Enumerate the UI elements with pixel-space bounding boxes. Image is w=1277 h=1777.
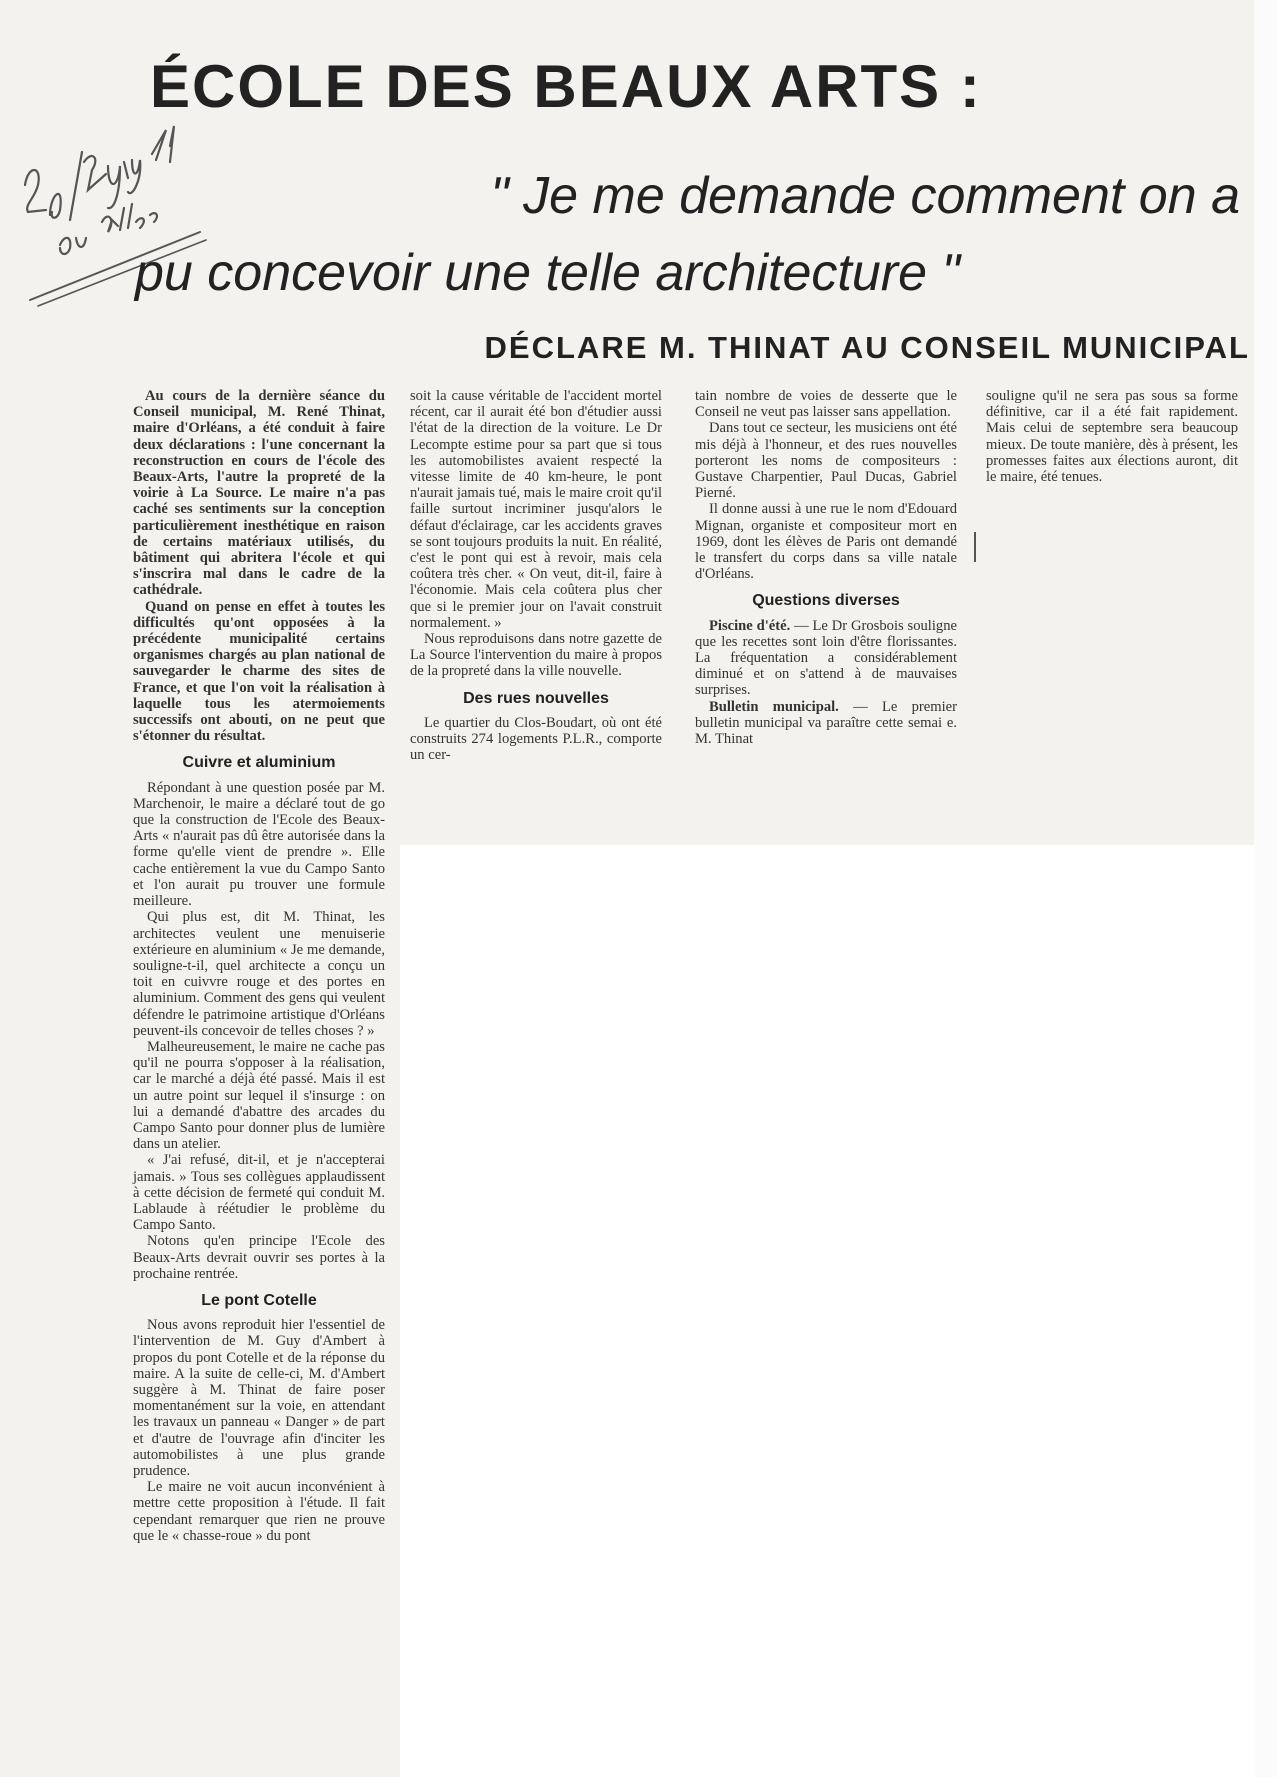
paragraph: Malheureusement, le maire ne cache pas qu'il ne pourra s'opposer à la réalisation, car le marché a déjà été passé. Mais il est un autre point sur lequel il s'insurge : on lui a demandé d'abattre des arcades du Campo Santo pour donner plus de lumière dans un atelier.	[133, 1038, 385, 1153]
section-heading-pont: Le pont Cotelle	[201, 1291, 317, 1309]
paragraph-label: Bulletin municipal.	[709, 698, 839, 715]
section-heading-questions: Questions diverses	[752, 592, 900, 610]
paragraph-piscine	[695, 618, 957, 699]
paragraph: tain nombre de voies de desserte que le Conseil ne veut pas laisser sans appellation.	[695, 388, 957, 421]
paragraph: Le maire ne voit aucun inconvénient à mettre cette proposition à l'étude. Il fait cependant remarquer que rien ne prouve que le « chasse-roue » du pont	[133, 1479, 385, 1544]
paper-edge	[1254, 0, 1277, 1777]
paragraph: Il donne aussi à une rue le nom d'Edouard Mignan, organiste et compositeur mort en 1969, dont les élèves de Paris ont demandé le transfert du corps dans sa ville natale d'Orléans.	[695, 501, 957, 583]
section-heading-cuivre: Cuivre et aluminium	[182, 754, 336, 772]
paragraph: Nous reproduisons dans notre gazette de La Source l'intervention du maire à propos de la propreté dans la ville nouvelle.	[410, 631, 662, 680]
paragraph: Qui plus est, dit M. Thinat, les architectes veulent une menuiserie extérieure en aluminium « Je me demande, souligne-t-il, quel architecte a conçu un toit en cuivvre rouge et des portes en aluminium. Comment des gens qui veulent défendre le patrimoine artistique d'Orléans peuvent-ils concevoir de telles choses ? »	[133, 909, 385, 1039]
paragraph: soit la cause véritable de l'accident mortel récent, car il aurait été bon d'étudier aussi l'état de la direction de la voiture. Le Dr Lecompte estime pour sa part que si tous les automobilistes avaient respecté la vitesse limite de 40 km-heure, le pont n'aurait jamais tué, mais le maire croit qu'il faille surtout incriminer jusqu'alors le défaut d'éclairage, car les accidents graves se sont toujours produits la nuit. En réalité, c'est le pont qui est à revoir, mais cela coûtera très cher. « On veut, dit-il, faire à l'économie. Mais cela coûtera plus cher que si le premier jour on l'avait construit normalement. »	[410, 388, 662, 631]
headline: ÉCOLE DES BEAUX ARTS :	[150, 53, 982, 120]
paragraph: souligne qu'il ne sera pas sous sa forme définitive, car il a été fait rapidement. Mais celui de septembre sera beaucoup mieux. De toute manière, dès à présent, les promesses faites aux élections auront, dit le maire, été tenues.	[986, 388, 1238, 486]
section-heading-rues: Des rues nouvelles	[463, 689, 609, 707]
paragraph: Répondant à une question posée par M. Marchenoir, le maire a déclaré tout de go que la construction de l'Ecole des Beaux-Arts « n'aurait pas dû être autorisée dans la forme qu'elle vient de prendre ». Elle cache entièrement la vue du Campo Santo et l'on aurait pu trouver une formule meilleure.	[133, 779, 385, 910]
lead-paragraph-2: Quand on pense en effet à toutes les difficultés qu'ont opposées à la précédente municipalité certains organismes chargés au plan national de sauvegarder le charme des sites de France, et que l'on voit la réalisation à laquelle tous les atermoiements successifs ont abouti, on ne peut que s'étonner du résultat.	[133, 598, 385, 745]
blank-area	[400, 845, 1277, 1777]
paragraph: Dans tout ce secteur, les musiciens ont été mis déjà à l'honneur, et des rues nouvelles porteront les noms de compositeurs : Gustave Charpentier, Paul Ducas, Gabriel Pierné.	[695, 420, 957, 502]
paragraph: « J'ai refusé, dit-il, et je n'accepterai jamais. » Tous ses collègues applaudissent à cette décision de fermeté qui conduit M. Lablaude à réétudier le problème du Campo Santo.	[133, 1152, 385, 1234]
paragraph: Nous avons reproduit hier l'essentiel de l'intervention de M. Guy d'Ambert à propos du pont Cotelle et de la réponse du maire. A la suite de celle-ci, M. d'Ambert suggère à M. Thinat de faire poser momentanément sur la voie, en attendant les travaux un panneau « Danger » de part et d'autre de l'ouvrage afin d'inciter les automobilistes à une plus grande prudence.	[133, 1317, 385, 1479]
subheadline: DÉCLARE M. THINAT AU CONSEIL MUNICIPAL	[484, 330, 1250, 365]
article-column-2	[410, 388, 662, 763]
paragraph-label: Piscine d'été.	[709, 617, 791, 634]
article-column-4	[986, 388, 1238, 485]
paragraph-bulletin	[695, 699, 957, 748]
paragraph-text: — Le premier bulletin municipal va paraître cette semai e. M. Thinat	[695, 698, 957, 748]
paragraph: Le quartier du Clos-Boudart, où ont été construits 274 logements P.L.R., comporte un cer-	[410, 714, 662, 764]
paragraph: Notons qu'en principe l'Ecole des Beaux-Arts devrait ouvrir ses portes à la prochaine rentrée.	[133, 1233, 385, 1282]
column-rule	[974, 532, 976, 562]
lead-paragraph: Au cours de la dernière séance du Conseil municipal, M. René Thinat, maire d'Orléans, a été conduit à faire deux déclarations : l'une concernant la reconstruction en cours de l'école des Beaux-Arts, l'autre la propreté de la voirie à La Source. Le maire n'a pas caché ses sentiments sur la conception particulièrement inesthétique en raison de certains matériaux utilisés, du bâtiment qui abritera l'école et qui s'inscrira mal dans le cadre de la cathédrale.	[133, 388, 385, 599]
article-column-1	[133, 388, 385, 1544]
quote-headline-line-1: " Je me demande comment on a	[490, 167, 1240, 225]
quote-headline-line-2: pu concevoir une telle architecture "	[135, 244, 960, 302]
article-column-3	[695, 388, 957, 747]
paragraph-text: — Le Dr Grosbois souligne que les recettes sont loin d'être florissantes. La fréquentation a considérablement diminué et on s'attend à de mauvaises surprises.	[695, 617, 957, 699]
